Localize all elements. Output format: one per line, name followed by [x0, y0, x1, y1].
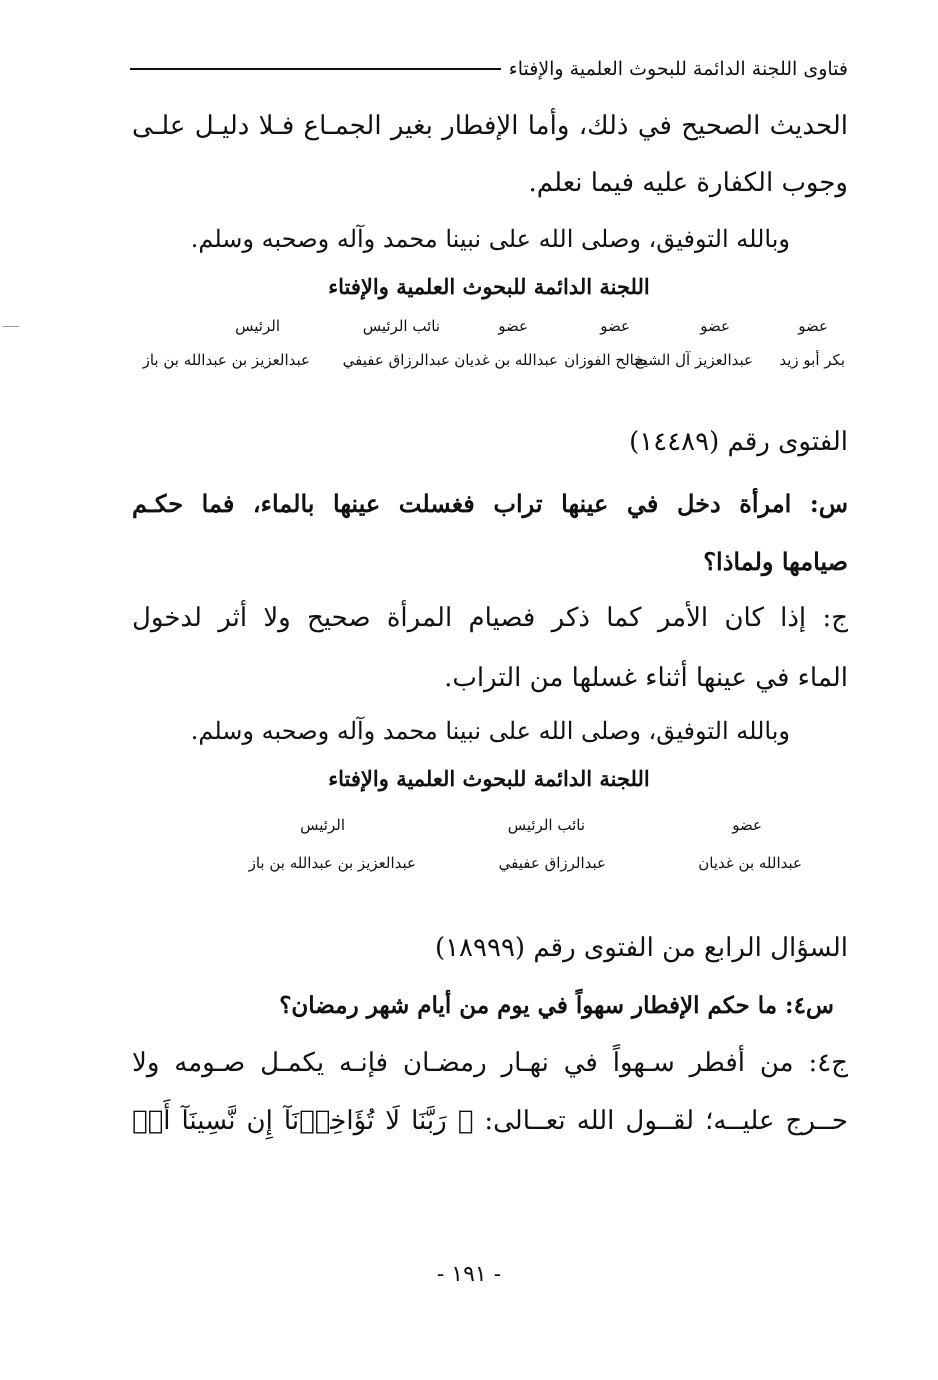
section1-sig-name-5: عبدالرزاق عفيفي: [342, 351, 450, 369]
section1-line2: وجوب الكفارة عليه فيما نعلم.: [528, 168, 848, 198]
section2-sig-role-1: عضو: [732, 816, 762, 834]
question-line2: صيامها ولماذا؟: [703, 547, 848, 576]
section1-sig-name-2: عبدالعزيز آل الشيخ: [634, 351, 753, 369]
section1-sig-role-6: الرئيس: [235, 317, 280, 335]
section1-sig-role-3: عضو: [600, 317, 630, 335]
running-header: [130, 52, 848, 86]
section3-answer-line2: حــرج عليــه؛ لقــول الله تعــالى: ﴿ رَبَّنَا لَا تُؤَاخِذۡنَآ إِن نَّسِينَآ أَوۡ: [132, 1106, 848, 1136]
section1-sig-name-1: بكر أبو زيد: [779, 351, 845, 369]
section2-sig-name-1: عبدالله بن غديان: [698, 854, 802, 872]
section1-sig-role-1: عضو: [798, 317, 828, 335]
section1-sig-role-2: عضو: [700, 317, 730, 335]
section2-sig-name-2: عبدالرزاق عفيفي: [498, 854, 606, 872]
section1-sig-name-4: عبدالله بن غديان: [454, 351, 558, 369]
section2-sig-role-2: نائب الرئيس: [507, 816, 585, 834]
section2-closing: وبالله التوفيق، وصلى الله على نبينا محمد وآله وصحبه وسلم.: [190, 717, 790, 745]
section3-answer-line1: ج٤: من أفطر سـهواً في نهـار رمضـان فإنـه يكمـل صـومه ولا: [132, 1048, 848, 1078]
section2-sig-name-3: عبدالعزيز بن عبدالله بن باز: [248, 854, 416, 872]
page-number: - ١٩١ -: [436, 1262, 502, 1287]
running-title: فتاوى اللجنة الدائمة للبحوث العلمية والإفتاء: [508, 58, 848, 80]
section3-heading: السؤال الرابع من الفتوى رقم (١٨٩٩٩): [434, 933, 848, 963]
section1-sig-role-5: نائب الرئيس: [362, 317, 440, 335]
section2-sig-role-3: الرئيس: [300, 816, 345, 834]
question-line1: س: امرأة دخل في عينها تراب فغسلت عينها بالماء، فما حكـم: [132, 489, 849, 518]
section3-question: س٤: ما حكم الإفطار سهواً في يوم من أيام شهر رمضان؟: [279, 992, 834, 1019]
section2-committee: اللجنة الدائمة للبحوث العلمية والإفتاء: [328, 766, 650, 791]
section1-closing: وبالله التوفيق، وصلى الله على نبينا محمد وآله وصحبه وسلم.: [190, 225, 790, 253]
margin-mark: [3, 326, 19, 327]
fatwa-heading: الفتوى رقم (١٤٤٨٩): [629, 427, 848, 457]
section1-sig-role-4: عضو: [498, 317, 528, 335]
answer-line2: الماء في عينها أثناء غسلها من التراب.: [444, 663, 848, 693]
section1-line1: الحديث الصحيح في ذلك، وأما الإفطار بغير الجمـاع فـلا دليـل علـى: [132, 111, 848, 141]
answer-line1: ج: إذا كان الأمر كما ذكر فصيام المرأة صحيح ولا أثر لدخول: [132, 603, 848, 633]
header-rule: [130, 68, 501, 70]
section1-committee: اللجنة الدائمة للبحوث العلمية والإفتاء: [328, 274, 650, 299]
section1-sig-name-6: عبدالعزيز بن عبدالله بن باز: [142, 351, 310, 369]
section1-sig-name-3: صالح الفوزان: [564, 351, 647, 369]
